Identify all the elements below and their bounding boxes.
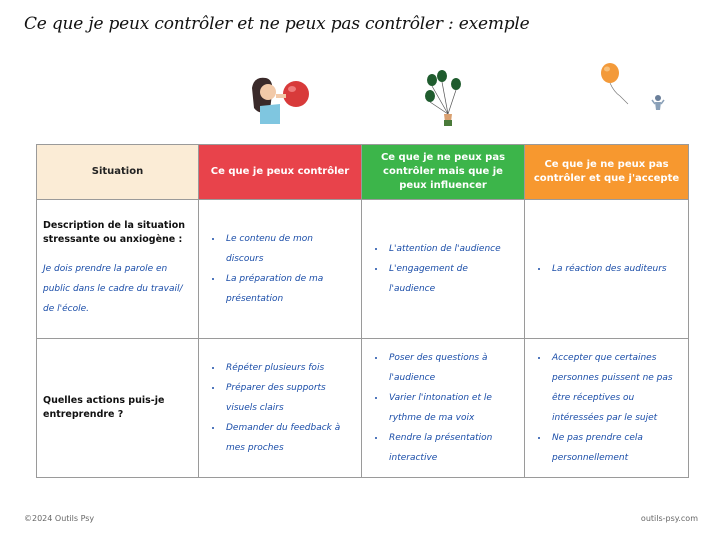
list-item: • Ne pas prendre cela personnellement xyxy=(549,428,678,468)
list-item: • Accepter que certaines personnes puissent ne pas être réceptives ou intéressées par le sujet xyxy=(549,348,678,428)
list-item: • Préparer des supports visuels clairs xyxy=(223,378,351,418)
list-item: • Le contenu de mon discours xyxy=(223,229,351,269)
table-row xyxy=(37,200,689,339)
list-item: • Répéter plusieurs fois xyxy=(223,358,351,378)
row-head-actions xyxy=(37,339,199,478)
girl-balloon-illustration xyxy=(250,74,314,126)
cell-accept xyxy=(525,339,689,478)
header-control: Ce que je peux contrôler xyxy=(199,145,362,200)
cell-influence xyxy=(362,200,525,339)
row-label: Description de la situation stressante ou anxiogène : xyxy=(43,220,185,245)
list-item: • Poser des questions à l'audience xyxy=(386,348,514,388)
cell-accept xyxy=(525,200,689,339)
header-accept: Ce que je ne peux pas contrôler et que j'accepte xyxy=(525,145,689,200)
header-situation: Situation xyxy=(37,145,199,200)
footer-website-link[interactable]: outils-psy.com xyxy=(640,514,698,523)
list-item: • Demander du feedback à mes proches xyxy=(223,418,351,458)
cell-control xyxy=(199,339,362,478)
cell-control xyxy=(199,200,362,339)
page-title: Ce que je peux contrôler et ne peux pas contrôler : exemple xyxy=(24,14,530,34)
list-item: • L'attention de l'audience xyxy=(386,239,514,259)
row-head-description xyxy=(37,200,199,339)
list-item: • La réaction des auditeurs xyxy=(549,259,678,279)
control-table xyxy=(36,144,689,478)
row-label: Quelles actions puis-je entreprendre ? xyxy=(43,395,165,420)
list-item: • Varier l'intonation et le rythme de ma voix xyxy=(386,388,514,428)
list-item: • L'engagement de l'audience xyxy=(386,259,514,299)
row-example: Je dois prendre la parole en public dans le cadre du travail/ de l'école. xyxy=(43,264,183,314)
list-item: • Rendre la présentation interactive xyxy=(386,428,514,468)
table-header-row xyxy=(37,145,689,200)
cell-influence xyxy=(362,339,525,478)
header-influence: Ce que je ne peux pas contrôler mais que je peux influencer xyxy=(362,145,525,200)
list-item: • La préparation de ma présentation xyxy=(223,269,351,309)
hand-balloons-illustration xyxy=(420,70,470,128)
balloon-flying-away-illustration xyxy=(598,62,670,114)
table-row xyxy=(37,339,689,478)
footer-copyright: ©2024 Outils Psy xyxy=(24,514,95,523)
